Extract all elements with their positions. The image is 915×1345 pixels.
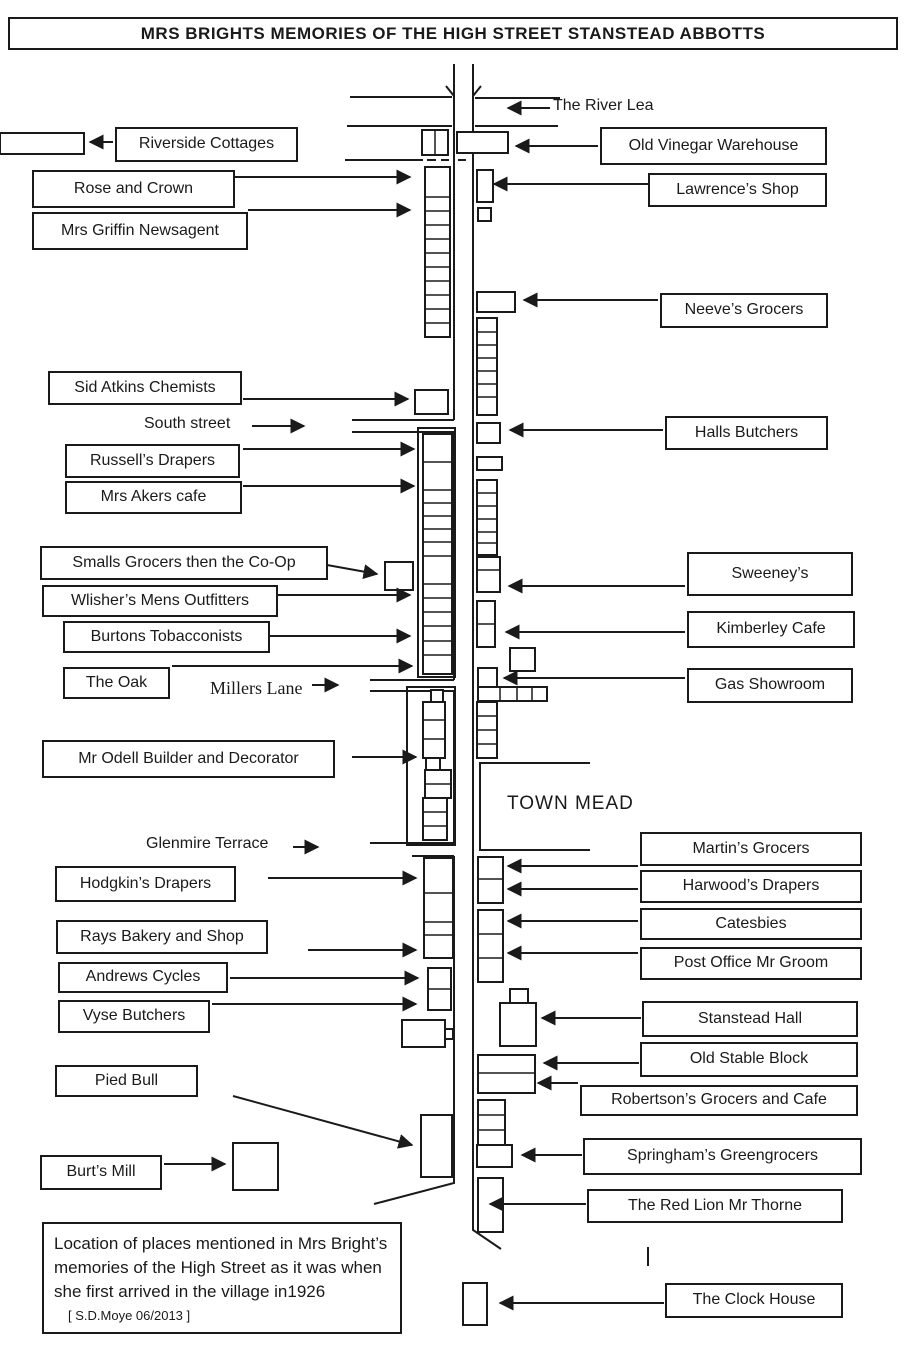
building — [402, 1020, 445, 1047]
street-name-south-street: South street — [144, 415, 231, 432]
building — [510, 648, 535, 671]
building — [463, 1283, 487, 1325]
label-mrs-akers-cafe: Mrs Akers cafe — [65, 481, 242, 514]
caption-credit: [ S.D.Moye 06/2013 ] — [68, 1308, 191, 1324]
building — [477, 292, 515, 312]
building — [478, 668, 497, 687]
building — [478, 910, 503, 982]
map-title: MRS BRIGHTS MEMORIES OF THE HIGH STREET STANSTEAD ABBOTTS — [8, 17, 898, 50]
south-street-lines — [352, 420, 454, 432]
label-gas-showroom: Gas Showroom — [687, 668, 853, 703]
caption-text: Location of places mentioned in Mrs Bright’s memories of the High Street as it was when she first arrived in the village in1926 — [54, 1234, 388, 1301]
bridge-flare-icon — [446, 86, 481, 96]
building — [425, 167, 450, 337]
label-the-oak: The Oak — [63, 667, 170, 699]
building — [233, 1143, 278, 1190]
label-lawrences-shop: Lawrence’s Shop — [648, 173, 827, 207]
label-robertsons-grocers-cafe: Robertson’s Grocers and Cafe — [580, 1085, 858, 1116]
building — [423, 702, 445, 758]
label-burts-mill: Burt’s Mill — [40, 1155, 162, 1190]
label-neeves-grocers: Neeve’s Grocers — [660, 293, 828, 328]
building — [478, 1055, 535, 1093]
building — [477, 423, 500, 443]
label-stanstead-hall: Stanstead Hall — [642, 1001, 858, 1037]
label-russells-drapers: Russell’s Drapers — [65, 444, 240, 478]
building — [431, 690, 443, 702]
label-pied-bull: Pied Bull — [55, 1065, 198, 1097]
building — [478, 208, 491, 221]
label-mrs-griffin-newsagent: Mrs Griffin Newsagent — [32, 212, 248, 250]
area-name-town-mead: TOWN MEAD — [507, 793, 634, 814]
building — [385, 562, 413, 590]
label-smalls-grocers: Smalls Grocers then the Co-Op — [40, 546, 328, 580]
building — [423, 798, 447, 840]
building — [510, 989, 528, 1003]
map-caption — [42, 1222, 402, 1334]
label-old-vinegar-warehouse: Old Vinegar Warehouse — [600, 127, 827, 165]
label-andrews-cycles: Andrews Cycles — [58, 962, 228, 993]
building — [477, 170, 493, 202]
label-kimberley-cafe: Kimberley Cafe — [687, 611, 855, 648]
label-riverside-cottages: Riverside Cottages — [115, 127, 298, 162]
building — [477, 457, 502, 470]
building — [478, 857, 503, 903]
arrow — [233, 1096, 412, 1145]
label-burtons-tobacconists: Burtons Tobacconists — [63, 621, 270, 653]
building — [445, 1029, 453, 1039]
label-red-lion-mr-thorne: The Red Lion Mr Thorne — [587, 1189, 843, 1223]
building — [478, 1100, 505, 1145]
label-wlishers-mens-outfitters: Wlisher’s Mens Outfitters — [42, 585, 278, 617]
label-halls-butchers: Halls Butchers — [665, 416, 828, 450]
building — [426, 758, 440, 770]
label-post-office-mr-groom: Post Office Mr Groom — [640, 947, 862, 980]
label-vyse-butchers: Vyse Butchers — [58, 1000, 210, 1033]
building — [423, 434, 452, 674]
label-old-stable-block: Old Stable Block — [640, 1042, 858, 1077]
building — [424, 858, 453, 958]
buildings-east — [457, 132, 547, 1325]
label-mr-odell-builder: Mr Odell Builder and Decorator — [42, 740, 335, 778]
label-catesbies: Catesbies — [640, 908, 862, 940]
label-martins-grocers: Martin’s Grocers — [640, 832, 862, 866]
street-name-river-lea: The River Lea — [553, 97, 654, 114]
pointer-arrows — [90, 108, 685, 1303]
arrow — [327, 565, 377, 574]
label-springhams-greengrocers: Springham’s Greengrocers — [583, 1138, 862, 1175]
label-clock-house: The Clock House — [665, 1283, 843, 1318]
street-name-millers-lane: Millers Lane — [210, 678, 303, 698]
building — [0, 133, 84, 154]
building — [415, 390, 448, 414]
building — [457, 132, 508, 153]
street-name-glenmire-terrace: Glenmire Terrace — [146, 835, 269, 852]
label-rays-bakery: Rays Bakery and Shop — [56, 920, 268, 954]
label-sid-atkins-chemists: Sid Atkins Chemists — [48, 371, 242, 405]
label-harwoods-drapers: Harwood’s Drapers — [640, 870, 862, 903]
building — [477, 557, 500, 592]
building — [478, 687, 547, 701]
building — [421, 1115, 452, 1177]
label-sweeneys: Sweeney’s — [687, 552, 853, 596]
label-hodgkins-drapers: Hodgkin’s Drapers — [55, 866, 236, 902]
building — [477, 1145, 512, 1167]
building — [500, 1003, 536, 1046]
label-rose-and-crown: Rose and Crown — [32, 170, 235, 208]
